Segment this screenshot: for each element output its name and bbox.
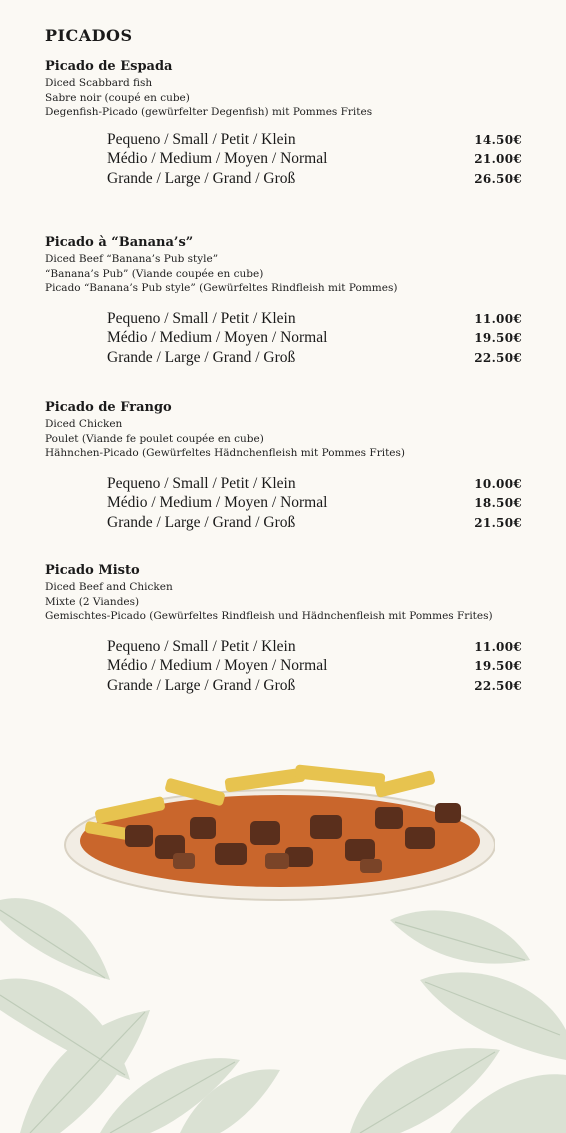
item-desc-en: Diced Beef and Chicken <box>45 581 173 593</box>
price: 22.50€ <box>474 678 522 693</box>
price: 11.00€ <box>474 311 522 326</box>
price: 21.00€ <box>474 152 522 167</box>
size-label: Grande / Large / Grand / Groß <box>107 676 296 694</box>
price: 22.50€ <box>474 350 522 365</box>
item-desc-de: Degenfish-Picado (gewürfelter Degenfish) mit Pommes Frites <box>45 106 373 118</box>
menu-item-frango <box>45 400 545 533</box>
price-row-large <box>45 676 522 696</box>
price-row-small <box>45 637 522 657</box>
menu-item-espada <box>45 59 545 189</box>
item-desc-en: Diced Beef “Banana’s Pub style” <box>45 253 219 265</box>
price: 19.50€ <box>474 659 522 674</box>
price-row-large <box>45 169 522 189</box>
price-list <box>45 309 522 368</box>
size-label: Pequeno / Small / Petit / Klein <box>107 637 296 655</box>
menu-item-misto <box>45 563 545 696</box>
item-name: Picado Misto <box>45 563 140 578</box>
page-title: PICADOS <box>45 26 133 45</box>
price-row-large <box>45 513 522 533</box>
price: 21.50€ <box>474 515 522 530</box>
size-label: Médio / Medium / Moyen / Normal <box>107 657 328 675</box>
price-row-small <box>45 474 522 494</box>
size-label: Pequeno / Small / Petit / Klein <box>107 474 296 492</box>
item-desc-fr: “Banana’s Pub” (Viande coupée en cube) <box>45 267 264 280</box>
size-label: Grande / Large / Grand / Groß <box>107 348 296 366</box>
price-row-medium <box>45 493 522 513</box>
price-row-large <box>45 348 522 368</box>
price: 14.50€ <box>474 132 522 147</box>
price-list <box>45 637 522 696</box>
price: 19.50€ <box>474 331 522 346</box>
item-desc-de: Picado “Banana’s Pub style” (Gewürfeltes Rindfleish mit Pommes) <box>45 282 398 294</box>
price-row-medium <box>45 328 522 348</box>
price-row-small <box>45 130 522 150</box>
size-label: Médio / Medium / Moyen / Normal <box>107 150 328 168</box>
item-desc-fr: Mixte (2 Viandes) <box>45 595 140 608</box>
size-label: Grande / Large / Grand / Groß <box>107 513 296 531</box>
price-list <box>45 130 522 189</box>
price-row-small <box>45 309 522 329</box>
price-row-medium <box>45 656 522 676</box>
item-desc-en: Diced Scabbard fish <box>45 77 153 89</box>
size-label: Médio / Medium / Moyen / Normal <box>107 329 328 347</box>
size-label: Pequeno / Small / Petit / Klein <box>107 130 296 148</box>
item-desc-en: Diced Chicken <box>45 418 123 430</box>
size-label: Médio / Medium / Moyen / Normal <box>107 494 328 512</box>
item-desc-de: Hähnchen-Picado (Gewürfeltes Hädnchenfleish mit Pommes Frites) <box>45 447 405 459</box>
item-name: Picado de Espada <box>45 59 173 74</box>
price-list <box>45 474 522 533</box>
item-name: Picado de Frango <box>45 400 172 415</box>
price: 18.50€ <box>474 496 522 511</box>
item-name: Picado à “Banana’s” <box>45 235 194 250</box>
price: 10.00€ <box>474 476 522 491</box>
item-desc-fr: Poulet (Viande fe poulet coupée en cube) <box>45 432 264 445</box>
size-label: Grande / Large / Grand / Groß <box>107 169 296 187</box>
item-desc-de: Gemischtes-Picado (Gewürfeltes Rindfleish und Hädnchenfleish mit Pommes Frites) <box>45 610 493 622</box>
picado-dish-image <box>55 755 495 905</box>
price: 11.00€ <box>474 639 522 654</box>
item-desc-fr: Sabre noir (coupé en cube) <box>45 91 190 104</box>
price: 26.50€ <box>474 171 522 186</box>
size-label: Pequeno / Small / Petit / Klein <box>107 309 296 327</box>
price-row-medium <box>45 149 522 169</box>
menu-item-bananas <box>45 235 545 368</box>
